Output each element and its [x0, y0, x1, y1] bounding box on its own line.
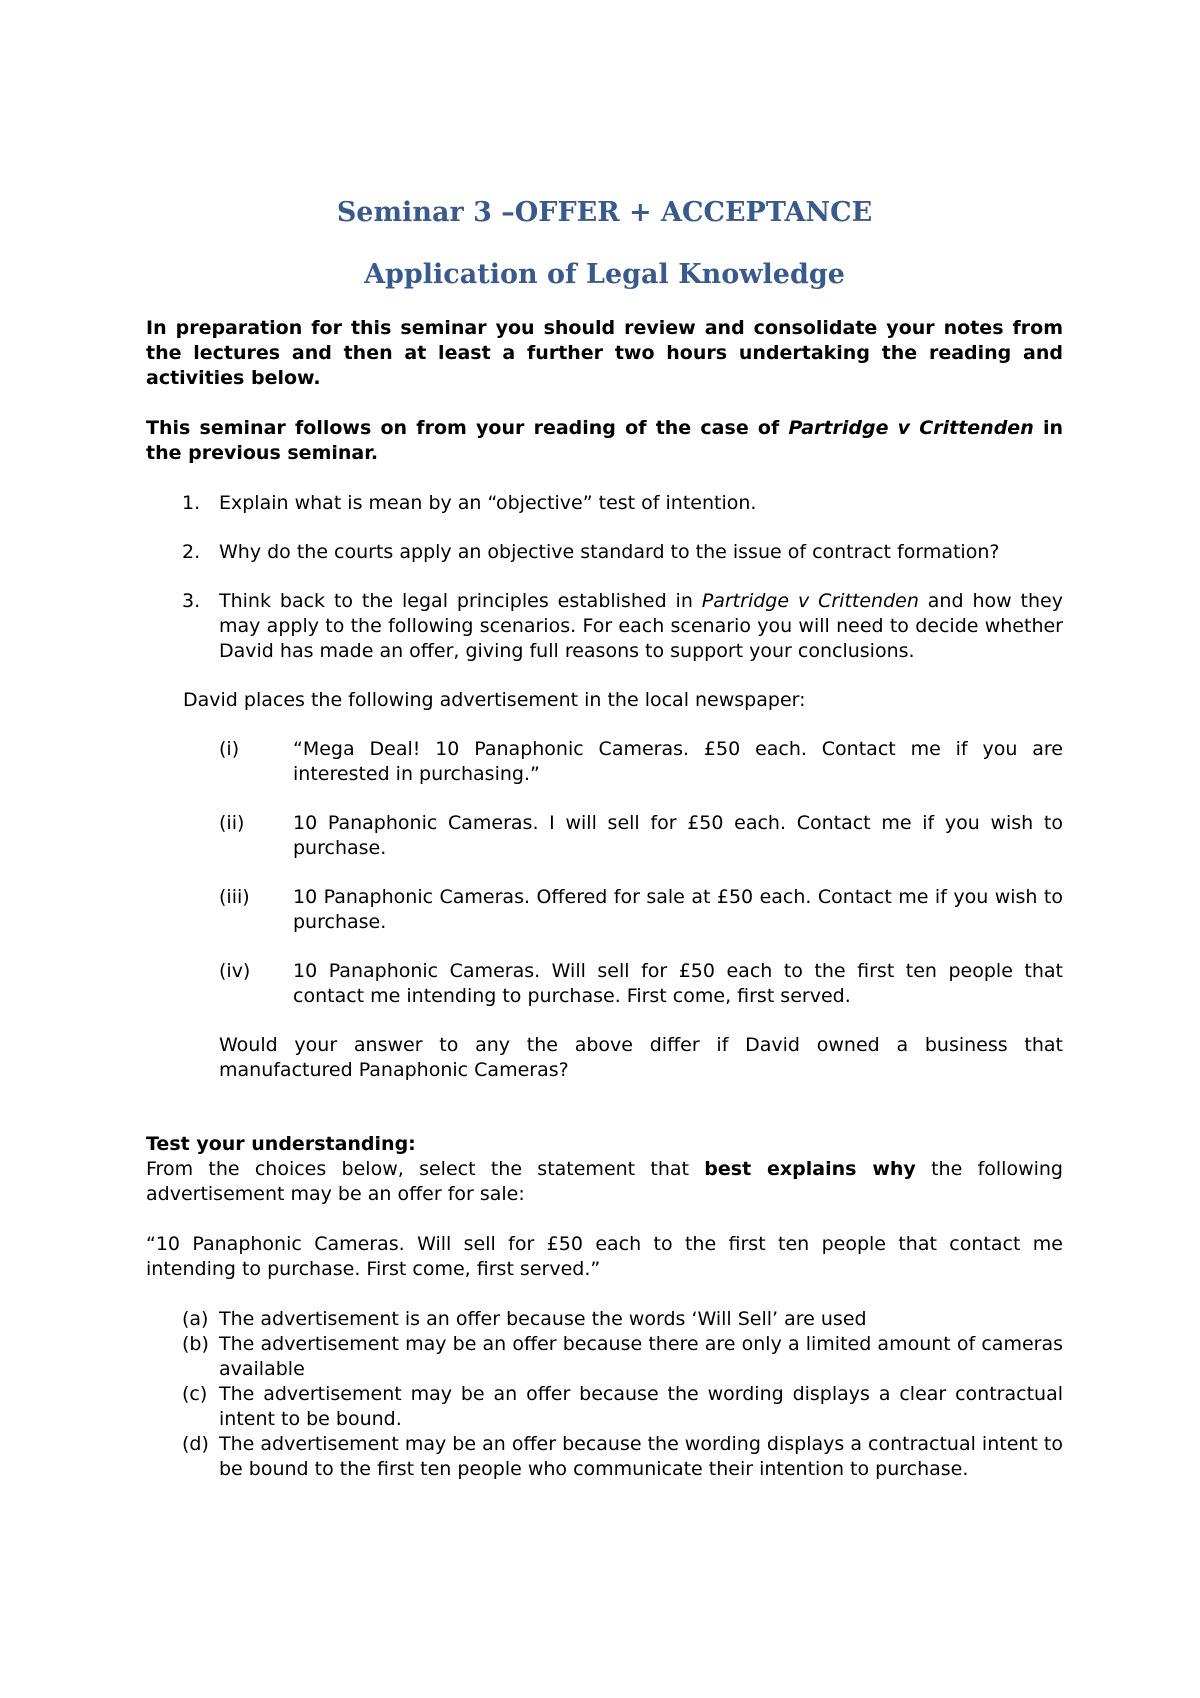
choice-item	[146, 1332, 1063, 1382]
choice-label: (a)	[182, 1308, 209, 1330]
question-item	[146, 491, 1063, 516]
followup-question: Would your answer to any the above differ if David owned a business that manufactured Panaphonic Cameras?	[219, 1034, 1063, 1081]
choice-item	[146, 1382, 1063, 1432]
intro-paragraph: In preparation for this seminar you should review and consolidate your notes from the lectures and then at least a further two hours undertaking the reading and activities below.	[146, 317, 1063, 389]
prompt-emphasis: best explains why	[704, 1158, 916, 1180]
choice-item	[146, 1307, 1063, 1332]
scenario-text: 10 Panaphonic Cameras. Offered for sale at £50 each. Contact me if you wish to purchase.	[293, 886, 1063, 933]
scenario-item	[146, 885, 1063, 935]
question-text: Why do the courts apply an objective standard to the issue of contract formation?	[219, 541, 1000, 563]
q3-before: Think back to the legal principles established in	[219, 590, 702, 612]
page-title: Seminar 3 –OFFER + ACCEPTANCE	[336, 197, 873, 228]
case-name: Partridge v Crittenden	[788, 417, 1034, 439]
question-item	[146, 540, 1063, 565]
scenario-item	[146, 811, 1063, 861]
choice-label: (b)	[182, 1333, 209, 1355]
scenario-number: (ii)	[219, 812, 245, 834]
question-text: Explain what is mean by an “objective” test of intention.	[219, 492, 757, 514]
question-item	[146, 589, 1063, 664]
question-number: 1.	[182, 492, 201, 514]
scenario-text: 10 Panaphonic Cameras. Will sell for £50 each to the first ten people that contact me intending to purchase. First come, first served.	[293, 960, 1063, 1007]
question-number: 2.	[182, 541, 201, 563]
q3-after: and how they may apply to the following scenarios. For each scenario you will need to decide whether David has made an offer, giving full reasons to support your conclusions.	[219, 590, 1063, 662]
choice-item	[146, 1432, 1063, 1482]
scenario-text: “Mega Deal! 10 Panaphonic Cameras. £50 each. Contact me if you are interested in purchasing.”	[293, 738, 1063, 785]
page-subtitle: Application of Legal Knowledge	[364, 259, 845, 290]
choice-label: (d)	[182, 1433, 209, 1455]
scenario-list	[146, 737, 1063, 1009]
scenario-lead: David places the following advertisement in the local newspaper:	[183, 689, 806, 711]
choice-text: The advertisement may be an offer because there are only a limited amount of cameras available	[219, 1333, 1063, 1380]
test-heading: Test your understanding:	[146, 1133, 416, 1155]
scenario-number: (i)	[219, 738, 240, 760]
question-list	[146, 491, 1063, 664]
scenario-number: (iv)	[219, 960, 251, 982]
case-name: Partridge v Crittenden	[701, 590, 919, 612]
scenario-text: 10 Panaphonic Cameras. I will sell for £50 each. Contact me if you wish to purchase.	[293, 812, 1063, 859]
follows-after: in the previous seminar.	[146, 417, 1064, 464]
choice-text: The advertisement may be an offer because the wording displays a contractual intent to be bound to the first ten people who communicate their intention to purchase.	[219, 1433, 1063, 1480]
choice-text: The advertisement may be an offer because the wording displays a clear contractual intent to be bound.	[219, 1383, 1063, 1430]
test-prompt	[146, 1157, 1063, 1207]
choice-list	[146, 1307, 1063, 1482]
document-body	[146, 196, 1063, 1482]
scenario-item	[146, 959, 1063, 1009]
follows-before: This seminar follows on from your reading of the case of	[146, 417, 789, 439]
question-number: 3.	[182, 590, 201, 612]
advert-quote: “10 Panaphonic Cameras. Will sell for £50 each to the first ten people that contact me intending to purchase. First come, first served.”	[146, 1233, 1063, 1280]
prompt-after: the following advertisement may be an offer for sale:	[146, 1158, 1063, 1205]
follows-paragraph	[146, 416, 1063, 466]
scenario-item	[146, 737, 1063, 787]
choice-label: (c)	[182, 1383, 208, 1405]
prompt-before: From the choices below, select the statement that	[146, 1158, 705, 1180]
choice-text: The advertisement is an offer because the words ‘Will Sell’ are used	[219, 1308, 867, 1330]
scenario-number: (iii)	[219, 886, 250, 908]
